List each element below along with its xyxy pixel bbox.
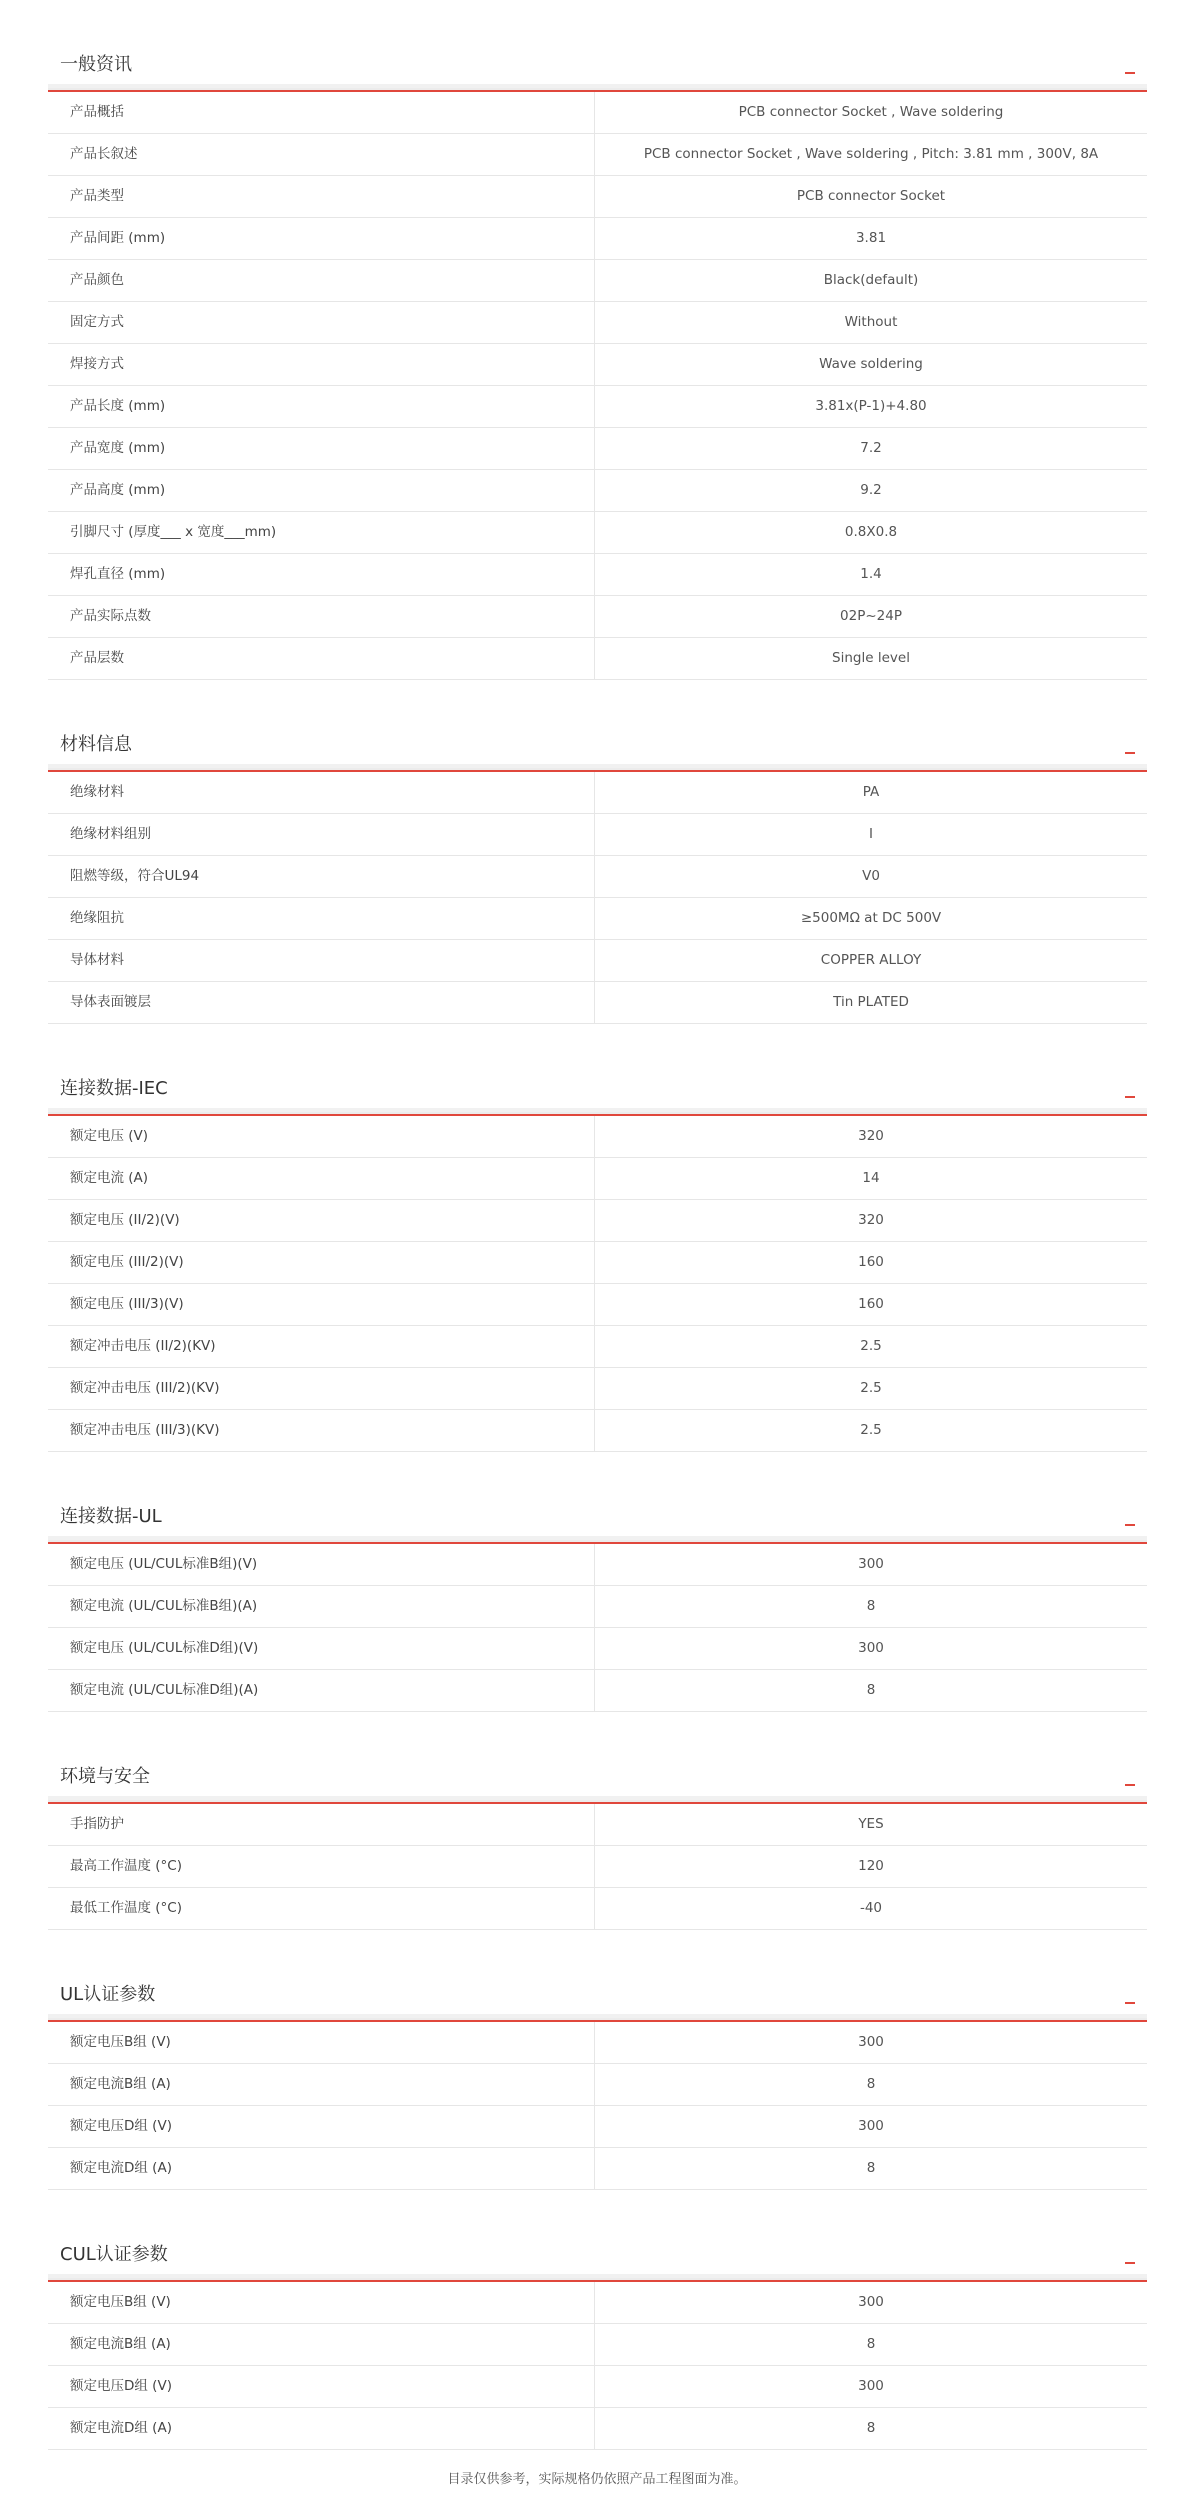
spec-label: 导体材料 (48, 940, 595, 981)
table-row (48, 2064, 1147, 2106)
spec-value: 14 (862, 1170, 880, 1186)
spec-value: 8 (866, 2336, 876, 2352)
table-row (48, 92, 1147, 134)
section-title: 连接数据-IEC (60, 1078, 168, 1099)
spec-value: PCB connector Socket , Wave soldering , Pitch: 3.81 mm , 300V, 8A (643, 146, 1099, 162)
spec-label: 产品间距 (mm) (48, 218, 595, 259)
section-title: 连接数据-UL (60, 1506, 162, 1527)
spec-value: COPPER ALLOY (820, 952, 922, 968)
spec-label: 产品颜色 (48, 260, 595, 301)
spec-value: 8 (866, 1598, 876, 1614)
spec-label: 手指防护 (48, 1804, 595, 1845)
spec-label: 产品长叙述 (48, 134, 595, 175)
table-row (48, 1804, 1147, 1846)
spec-label: 产品概括 (48, 92, 595, 133)
table-row (48, 1586, 1147, 1628)
table-row (48, 638, 1147, 680)
spec-value: Without (844, 314, 898, 330)
table-row (48, 596, 1147, 638)
minus-icon[interactable] (1125, 752, 1135, 754)
spec-sheet (48, 38, 1147, 2488)
spec-label: 额定电压 (II/2)(V) (48, 1200, 595, 1241)
spec-value: 300 (858, 1640, 884, 1656)
table-row (48, 2324, 1147, 2366)
table-row (48, 772, 1147, 814)
section-header[interactable] (48, 38, 1147, 92)
spec-label: 固定方式 (48, 302, 595, 343)
table-row (48, 470, 1147, 512)
minus-icon[interactable] (1125, 2002, 1135, 2004)
table-row (48, 1368, 1147, 1410)
spec-value: 300 (858, 2294, 884, 2310)
spec-value: Black(default) (823, 272, 919, 288)
spec-value: 300 (858, 2118, 884, 2134)
table-row (48, 1284, 1147, 1326)
table-row (48, 176, 1147, 218)
table-row (48, 2022, 1147, 2064)
table-row (48, 554, 1147, 596)
spec-section (48, 38, 1147, 680)
table-row (48, 898, 1147, 940)
table-row (48, 1544, 1147, 1586)
spec-label: 额定电流B组 (A) (48, 2064, 595, 2105)
spec-value: ≥500MΩ at DC 500V (800, 910, 942, 926)
section-header[interactable] (48, 1750, 1147, 1804)
spec-value: 300 (858, 2034, 884, 2050)
table-row (48, 1200, 1147, 1242)
spec-label: 产品类型 (48, 176, 595, 217)
spec-section (48, 1750, 1147, 1930)
spec-value: 160 (858, 1296, 884, 1312)
section-header[interactable] (48, 1062, 1147, 1116)
table-row (48, 1846, 1147, 1888)
table-row (48, 856, 1147, 898)
spec-value: PA (862, 784, 880, 800)
spec-label: 额定冲击电压 (III/2)(KV) (48, 1368, 595, 1409)
footnote: 目录仅供参考，实际规格仍依照产品工程图面为准。 (447, 2472, 747, 2487)
spec-label: 产品层数 (48, 638, 595, 679)
spec-label: 焊接方式 (48, 344, 595, 385)
spec-label: 额定电压 (V) (48, 1116, 595, 1157)
spec-value: 8 (866, 1682, 876, 1698)
spec-value: PCB connector Socket , Wave soldering (738, 104, 1004, 120)
table-row (48, 2282, 1147, 2324)
section-header[interactable] (48, 2228, 1147, 2282)
table-row (48, 512, 1147, 554)
table-row (48, 814, 1147, 856)
minus-icon[interactable] (1125, 72, 1135, 74)
spec-label: 额定电流D组 (A) (48, 2148, 595, 2189)
spec-value: PCB connector Socket (796, 188, 946, 204)
spec-label: 额定电压 (III/2)(V) (48, 1242, 595, 1283)
minus-icon[interactable] (1125, 1524, 1135, 1526)
spec-section (48, 1062, 1147, 1452)
spec-label: 绝缘阻抗 (48, 898, 595, 939)
minus-icon[interactable] (1125, 1096, 1135, 1098)
spec-label: 最低工作温度 (°C) (48, 1888, 595, 1929)
spec-value: 2.5 (860, 1380, 882, 1396)
spec-value: 160 (858, 1254, 884, 1270)
spec-label: 额定电压 (III/3)(V) (48, 1284, 595, 1325)
table-row (48, 1670, 1147, 1712)
section-title: 环境与安全 (60, 1766, 150, 1787)
table-row (48, 2148, 1147, 2190)
spec-value: 9.2 (860, 482, 882, 498)
spec-label: 额定电压D组 (V) (48, 2366, 595, 2407)
spec-value: 8 (866, 2420, 876, 2436)
spec-value: 320 (858, 1128, 884, 1144)
spec-label: 额定电压 (UL/CUL标准D组)(V) (48, 1628, 595, 1669)
spec-label: 额定电流 (UL/CUL标准B组)(A) (48, 1586, 595, 1627)
section-title: UL认证参数 (60, 1984, 156, 2005)
spec-label: 额定冲击电压 (II/2)(KV) (48, 1326, 595, 1367)
spec-section (48, 2228, 1147, 2450)
spec-label: 引脚尺寸 (厚度___ x 宽度___mm) (48, 512, 595, 553)
table-row (48, 1888, 1147, 1930)
spec-value: 8 (866, 2076, 876, 2092)
spec-value: 320 (858, 1212, 884, 1228)
minus-icon[interactable] (1125, 1784, 1135, 1786)
spec-label: 额定电压D组 (V) (48, 2106, 595, 2147)
spec-value: 0.8X0.8 (844, 524, 898, 540)
spec-value: Single level (832, 650, 910, 666)
spec-label: 产品高度 (mm) (48, 470, 595, 511)
spec-label: 绝缘材料 (48, 772, 595, 813)
spec-label: 产品宽度 (mm) (48, 428, 595, 469)
spec-value: 02P~24P (840, 608, 902, 624)
table-row (48, 940, 1147, 982)
table-row (48, 1242, 1147, 1284)
table-row (48, 2408, 1147, 2450)
spec-label: 绝缘材料组别 (48, 814, 595, 855)
spec-value: YES (858, 1816, 884, 1832)
spec-section (48, 718, 1147, 1024)
minus-icon[interactable] (1125, 2262, 1135, 2264)
section-header[interactable] (48, 1968, 1147, 2022)
table-row (48, 1158, 1147, 1200)
table-row (48, 218, 1147, 260)
spec-value: V0 (862, 868, 880, 884)
spec-value: 2.5 (860, 1422, 882, 1438)
table-row (48, 1326, 1147, 1368)
table-row (48, 1628, 1147, 1670)
table-row (48, 134, 1147, 176)
spec-label: 额定电流D组 (A) (48, 2408, 595, 2449)
section-header[interactable] (48, 718, 1147, 772)
table-row (48, 1116, 1147, 1158)
spec-label: 额定电流 (UL/CUL标准D组)(A) (48, 1670, 595, 1711)
spec-value: I (869, 826, 873, 842)
table-row (48, 302, 1147, 344)
spec-value: 300 (858, 1556, 884, 1572)
spec-value: 120 (858, 1858, 884, 1874)
spec-value: 300 (858, 2378, 884, 2394)
table-row (48, 428, 1147, 470)
spec-value: Tin PLATED (833, 994, 909, 1010)
section-title: 材料信息 (60, 734, 132, 755)
spec-label: 额定冲击电压 (III/3)(KV) (48, 1410, 595, 1451)
section-header[interactable] (48, 1490, 1147, 1544)
spec-value: 3.81x(P-1)+4.80 (815, 398, 927, 414)
spec-section (48, 1968, 1147, 2190)
section-title: 一般资讯 (60, 54, 132, 75)
spec-value: 1.4 (860, 566, 882, 582)
spec-label: 额定电流B组 (A) (48, 2324, 595, 2365)
spec-label: 导体表面镀层 (48, 982, 595, 1023)
table-row (48, 386, 1147, 428)
table-row (48, 2366, 1147, 2408)
spec-value: 8 (866, 2160, 876, 2176)
section-title: CUL认证参数 (60, 2244, 168, 2265)
spec-label: 额定电流 (A) (48, 1158, 595, 1199)
spec-label: 焊孔直径 (mm) (48, 554, 595, 595)
spec-value: 3.81 (855, 230, 887, 246)
spec-label: 产品长度 (mm) (48, 386, 595, 427)
spec-label: 产品实际点数 (48, 596, 595, 637)
spec-label: 最高工作温度 (°C) (48, 1846, 595, 1887)
table-row (48, 2106, 1147, 2148)
table-row (48, 260, 1147, 302)
table-row (48, 982, 1147, 1024)
spec-label: 额定电压B组 (V) (48, 2282, 595, 2323)
spec-section (48, 1490, 1147, 1712)
spec-value: 2.5 (860, 1338, 882, 1354)
table-row (48, 1410, 1147, 1452)
spec-label: 阻燃等级，符合UL94 (48, 856, 595, 897)
table-row (48, 344, 1147, 386)
spec-value: 7.2 (860, 440, 882, 456)
spec-value: -40 (859, 1900, 883, 1916)
spec-label: 额定电压B组 (V) (48, 2022, 595, 2063)
spec-label: 额定电压 (UL/CUL标准B组)(V) (48, 1544, 595, 1585)
spec-value: Wave soldering (819, 356, 923, 372)
